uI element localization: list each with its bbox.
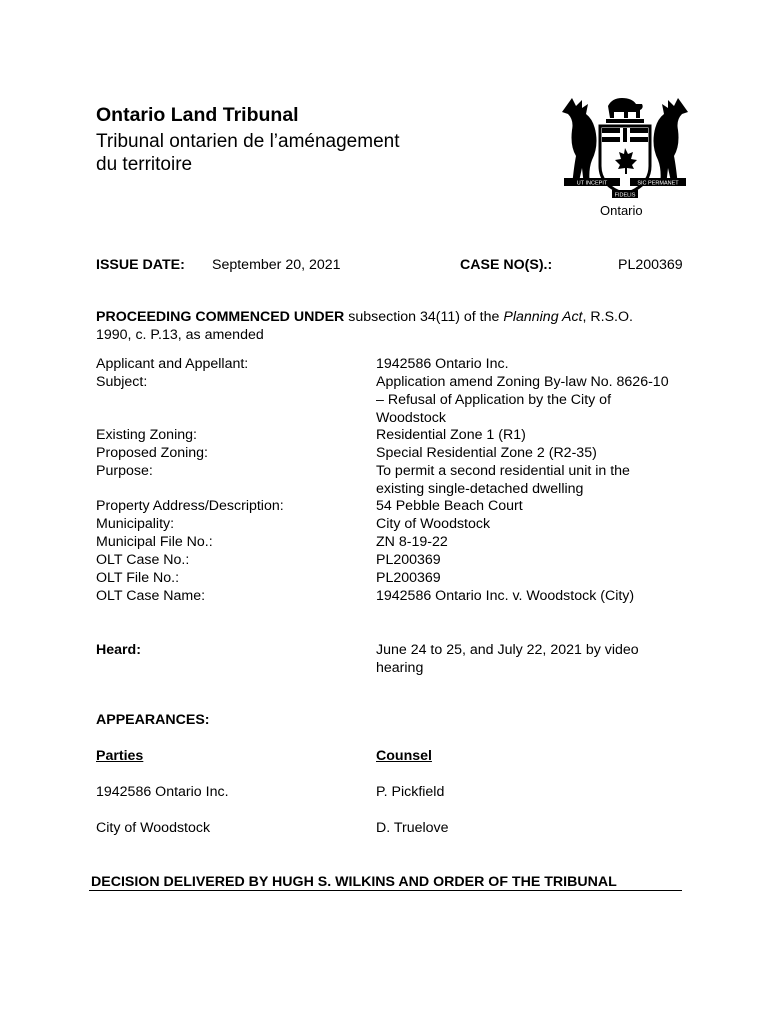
counsel-name: D. Truelove xyxy=(376,820,449,836)
case-no-value: PL200369 xyxy=(618,257,683,273)
decision-divider xyxy=(89,890,682,891)
issue-date-label: ISSUE DATE: xyxy=(96,257,185,273)
org-name-fr-line1: Tribunal ontarien de l’aménagement xyxy=(96,131,400,152)
logo-wordmark: Ontario xyxy=(600,203,643,218)
detail-label-municipality: Municipality: xyxy=(96,516,175,532)
detail-value-olt-file-no: PL200369 xyxy=(376,570,441,586)
subject-line-3: Woodstock xyxy=(376,410,446,426)
org-name-en: Ontario Land Tribunal xyxy=(96,104,299,126)
decision-heading: DECISION DELIVERED BY HUGH S. WILKINS AND ORDER OF THE TRIBUNAL xyxy=(91,874,617,890)
proceeding-line2: 1990, c. P.13, as amended xyxy=(96,327,264,343)
detail-value-proposed-zoning: Special Residential Zone 2 (R2-35) xyxy=(376,445,597,461)
detail-value-municipality: City of Woodstock xyxy=(376,516,491,532)
motto-right: SIC PERMANET xyxy=(637,180,679,187)
detail-label-existing-zoning: Existing Zoning: xyxy=(96,427,197,443)
parties-heading: Parties xyxy=(96,748,144,764)
counsel-name: P. Pickfield xyxy=(376,784,445,800)
bear-crest-icon xyxy=(608,98,643,118)
heard-line-2: hearing xyxy=(376,660,424,676)
purpose-line-2: existing single-detached dwelling xyxy=(376,481,584,497)
proceeding-lead: PROCEEDING COMMENCED UNDER xyxy=(96,309,345,325)
party-name: City of Woodstock xyxy=(96,820,211,836)
org-name-fr-line2: du territoire xyxy=(96,154,193,175)
detail-label-subject: Subject: xyxy=(96,374,148,390)
detail-value-applicant: 1942586 Ontario Inc. xyxy=(376,356,509,372)
party-name: 1942586 Ontario Inc. xyxy=(96,784,229,800)
org-name-fr xyxy=(96,130,456,176)
heard-line-1: June 24 to 25, and July 22, 2021 by video xyxy=(376,642,639,658)
detail-label-olt-case-name: OLT Case Name: xyxy=(96,588,206,604)
detail-value-subject xyxy=(376,373,696,427)
moose-left-icon xyxy=(562,98,597,186)
detail-value-olt-case-name: 1942586 Ontario Inc. v. Woodstock (City) xyxy=(376,588,635,604)
issue-date-value: September 20, 2021 xyxy=(212,257,341,273)
proceeding-paragraph xyxy=(96,308,696,344)
detail-label-municipal-file: Municipal File No.: xyxy=(96,534,213,550)
heard-label: Heard: xyxy=(96,642,141,658)
detail-value-property: 54 Pebble Beach Court xyxy=(376,498,523,514)
detail-label-proposed-zoning: Proposed Zoning: xyxy=(96,445,208,461)
detail-label-olt-file-no: OLT File No.: xyxy=(96,570,180,586)
detail-label-olt-case-no: OLT Case No.: xyxy=(96,552,190,568)
deer-right-icon xyxy=(654,98,689,186)
case-no-label: CASE NO(S).: xyxy=(460,257,553,273)
subject-line-1: Application amend Zoning By-law No. 8626-10 xyxy=(376,374,669,390)
proceeding-text-2: , R.S.O. xyxy=(582,309,633,325)
motto-left: UT INCEPIT xyxy=(576,180,608,187)
motto-center: FIDELIS xyxy=(614,192,636,199)
detail-value-existing-zoning: Residential Zone 1 (R1) xyxy=(376,427,526,443)
proceeding-text-1: subsection 34(11) of the xyxy=(344,309,504,325)
detail-label-purpose: Purpose: xyxy=(96,463,153,479)
detail-label-property: Property Address/Description: xyxy=(96,498,284,514)
heard-value xyxy=(376,641,696,677)
detail-label-applicant: Applicant and Appellant: xyxy=(96,356,249,372)
detail-value-purpose xyxy=(376,462,696,498)
detail-value-olt-case-no: PL200369 xyxy=(376,552,441,568)
purpose-line-1: To permit a second residential unit in the xyxy=(376,463,630,479)
subject-line-2: – Refusal of Application by the City of xyxy=(376,392,612,408)
planning-act-title: Planning Act xyxy=(503,309,583,325)
detail-value-municipal-file: ZN 8-19-22 xyxy=(376,534,448,550)
appearances-heading: APPEARANCES: xyxy=(96,712,210,728)
counsel-heading: Counsel xyxy=(376,748,432,764)
